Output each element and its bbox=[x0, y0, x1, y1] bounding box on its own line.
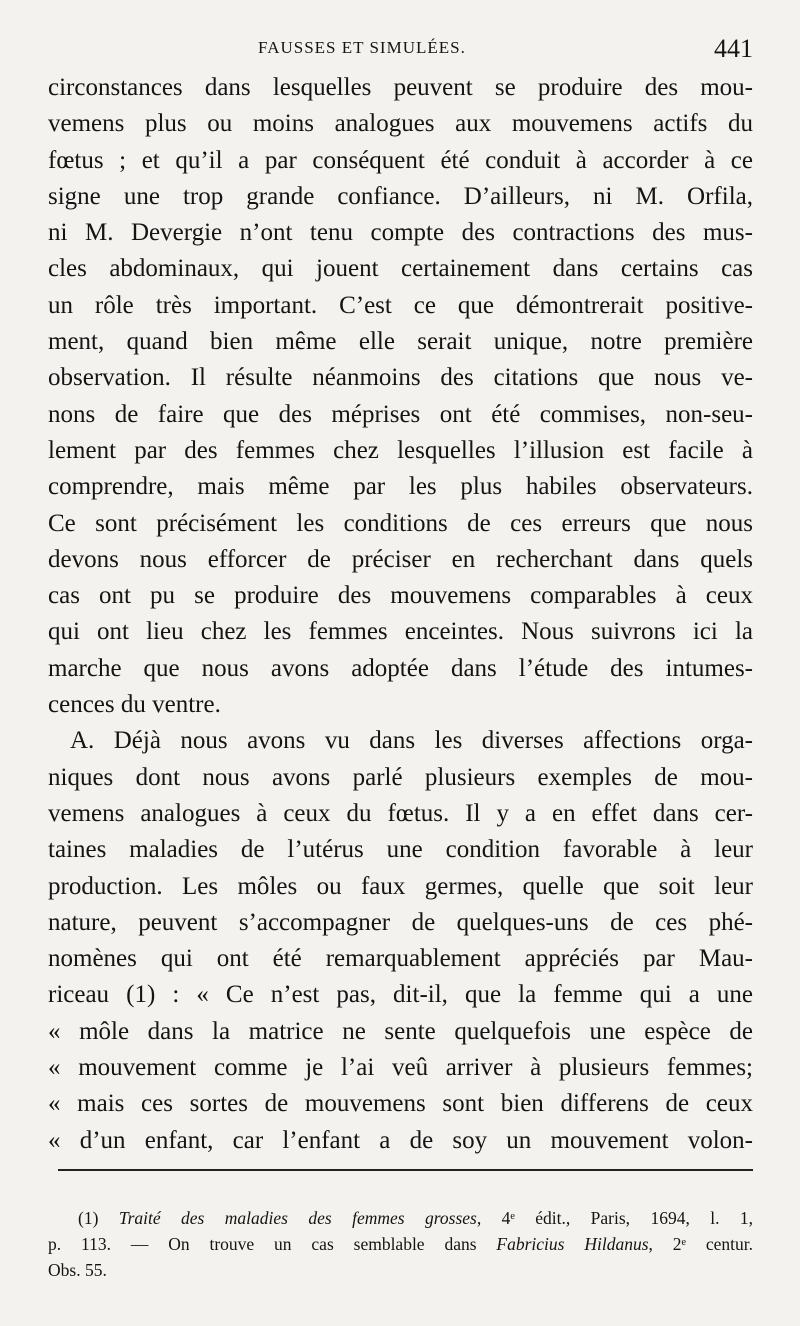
text-line: taines maladies de l’utérus une condition favorable à leur bbox=[48, 836, 753, 864]
text-line: « mouvement comme je l’ai veû arriver à plusieurs femmes; bbox=[48, 1054, 753, 1082]
text-line: nature, peuvent s’accompagner de quelques-uns de ces phé- bbox=[48, 908, 753, 936]
text-line: niques dont nous avons parlé plusieurs exemples de mou- bbox=[48, 763, 753, 791]
text-line: observation. Il résulte néanmoins des citations que nous ve- bbox=[48, 364, 753, 392]
footnote-line: Obs. 55. bbox=[48, 1260, 107, 1280]
text-line: « môle dans la matrice ne sente quelquefois une espèce de bbox=[48, 1017, 753, 1045]
footnote-edition: , 4ᵉ édit., Paris, 1694, l. 1, bbox=[476, 1208, 753, 1228]
text-line: vemens plus ou moins analogues aux mouvemens actifs du bbox=[48, 110, 753, 138]
footnote-line bbox=[48, 1205, 753, 1231]
footnote-author: Fabricius Hildanus bbox=[496, 1234, 649, 1254]
footnote-line bbox=[48, 1231, 753, 1257]
text-line: riceau (1) : « Ce n’est pas, dit-il, que la femme qui a une bbox=[48, 981, 753, 1009]
text-line: A. Déjà nous avons vu dans les diverses affections orga- bbox=[70, 727, 753, 755]
footnote-reference: p. 113. — On trouve un cas semblable dans bbox=[48, 1234, 497, 1254]
text-line: « d’un enfant, car l’enfant a de soy un mouvement volon- bbox=[48, 1126, 753, 1154]
text-line: qui ont lieu chez les femmes enceintes. Nous suivrons ici la bbox=[48, 618, 753, 646]
text-line: cles abdominaux, qui jouent certainement dans certains cas bbox=[48, 255, 753, 283]
text-line: fœtus ; et qu’il a par conséquent été conduit à accorder à ce bbox=[48, 146, 753, 174]
text-line: circonstances dans lesquelles peuvent se produire des mou- bbox=[48, 74, 753, 101]
body-text bbox=[48, 70, 753, 1159]
footnote-book-title: Traité des maladies des femmes grosses bbox=[118, 1208, 477, 1228]
text-line: lement par des femmes chez lesquelles l’illusion est facile à bbox=[48, 436, 753, 464]
text-line: vemens analogues à ceux du fœtus. Il y a en effet dans cer- bbox=[48, 799, 753, 827]
text-line: production. Les môles ou faux germes, quelle que soit leur bbox=[48, 872, 753, 900]
running-title: FAUSSES ET SIMULÉES. bbox=[258, 38, 466, 57]
text-line: ment, quand bien même elle serait unique, notre première bbox=[48, 328, 753, 356]
page-number: 441 bbox=[714, 34, 753, 63]
text-line: un rôle très important. C’est ce que démontrerait positive- bbox=[48, 291, 753, 319]
text-line: cences du ventre. bbox=[48, 691, 221, 719]
text-line: cas ont pu se produire des mouvemens comparables à ceux bbox=[48, 582, 753, 610]
footnote bbox=[48, 1205, 753, 1283]
footnote-marker: (1) bbox=[78, 1208, 99, 1228]
text-line: signe une trop grande confiance. D’ailleurs, ni M. Orfila, bbox=[48, 182, 753, 210]
text-line: nons de faire que des méprises ont été commises, non-seu- bbox=[48, 400, 753, 428]
text-line: marche que nous avons adoptée dans l’étude des intumes- bbox=[48, 654, 753, 682]
running-head bbox=[48, 36, 753, 66]
text-line: « mais ces sortes de mouvemens sont bien differens de ceux bbox=[48, 1090, 753, 1118]
text-line: comprendre, mais même par les plus habiles observateurs. bbox=[48, 473, 753, 501]
footnote-century: , 2ᵉ centur. bbox=[648, 1234, 754, 1254]
text-line: Ce sont précisément les conditions de ces erreurs que nous bbox=[48, 509, 753, 537]
text-line: devons nous efforcer de préciser en recherchant dans quels bbox=[48, 545, 753, 573]
text-line: ni M. Devergie n’ont tenu compte des contractions des mus- bbox=[48, 219, 753, 247]
text-line: nomènes qui ont été remarquablement appréciés par Mau- bbox=[48, 945, 753, 973]
footnote-divider bbox=[58, 1169, 753, 1171]
